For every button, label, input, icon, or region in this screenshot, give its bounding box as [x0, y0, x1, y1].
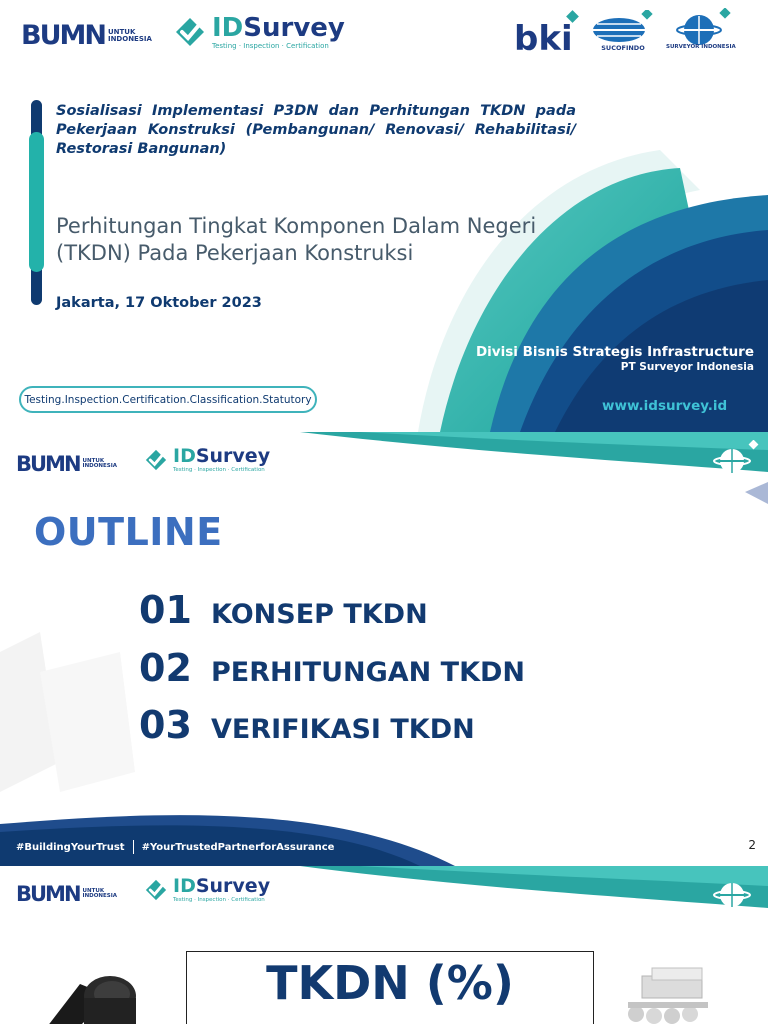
construction-materials-illustration [622, 966, 732, 1024]
hashtag-divider [133, 840, 134, 854]
idsurvey-text [212, 14, 345, 50]
idsurvey-logo [143, 446, 270, 473]
outline-item-label: VERIFIKASI TKDN [211, 714, 475, 745]
outline-item-label: KONSEP TKDN [211, 599, 428, 630]
bumn-wordmark: BUMN [21, 20, 105, 51]
bki-wordmark: bki [514, 19, 573, 54]
bumn-subtext [83, 459, 118, 470]
outline-item-number: 01 [139, 588, 192, 632]
bumn-sub-line2: INDONESIA [82, 893, 118, 899]
bki-logo [512, 10, 582, 54]
idsurvey-wordmark [212, 14, 345, 42]
idsurvey-wordmark [173, 876, 270, 897]
cover-date: Jakarta, 17 Oktober 2023 [56, 295, 262, 311]
idsurvey-text [173, 876, 270, 903]
outline-item [139, 703, 475, 747]
outline-item-number: 03 [139, 703, 192, 747]
surveyor-indonesia-caption: SURVEYOR INDONESIA [704, 908, 762, 913]
idsurvey-id-part: ID [212, 13, 244, 43]
bumn-sub-line2: INDONESIA [82, 463, 118, 469]
idsurvey-name-part: Survey [195, 445, 271, 467]
bumn-sub-line1: UNTUK [82, 887, 105, 894]
cover-accent-bar-teal [29, 132, 44, 272]
idsurvey-text [173, 446, 270, 473]
outline-item [139, 646, 525, 690]
sucofindo-logo [591, 10, 655, 52]
idsurvey-logo [172, 14, 345, 50]
idsurvey-name-part: Survey [243, 13, 345, 43]
surveyor-indonesia-globe-icon [706, 876, 760, 910]
tkdn-title: TKDN (%) [266, 956, 514, 1010]
steel-drum-illustration [40, 966, 160, 1024]
idsurvey-tagline: Testing · Inspection · Certification [173, 467, 265, 473]
outline-item-label: PERHITUNGAN TKDN [211, 657, 526, 688]
idsurvey-name-part: Survey [195, 875, 271, 897]
idsurvey-id-part: ID [173, 875, 196, 897]
idsurvey-tagline: Testing · Inspection · Certification [212, 42, 329, 50]
slide-outline [0, 432, 768, 866]
outline-item-number: 02 [139, 646, 192, 690]
bumn-sub-line1: UNTUK [107, 27, 136, 36]
idsurvey-logo [143, 876, 270, 903]
outline-item [139, 588, 428, 632]
sucofindo-globe-icon [591, 10, 655, 46]
bumn-sub-line2: INDONESIA [107, 34, 152, 43]
surveyor-indonesia-logo [666, 8, 736, 50]
bumn-subtext [108, 29, 152, 43]
page-number: 2 [748, 838, 756, 852]
services-pill: Testing.Inspection.Certification.Classification.Statutory [19, 386, 317, 413]
bki-emblem [512, 10, 582, 54]
sucofindo-caption: SUCOFINDO [601, 44, 645, 52]
cover-subtitle: Sosialisasi Implementasi P3DN dan Perhitungan TKDN pada Pekerjaan Konstruksi (Pembangunan/ Renovasi/ Rehabilitasi/ Restorasi Bangunan) [56, 103, 576, 157]
bumn-logo [21, 20, 152, 51]
surveyor-indonesia-logo [704, 876, 761, 913]
bumn-subtext [83, 889, 118, 900]
cover-division: Divisi Bisnis Strategis Infrastructure [475, 344, 754, 360]
slide-tkdn [0, 866, 768, 1024]
surveyor-indonesia-globe-icon [706, 440, 760, 474]
hashtag-building-your-trust: #BuildingYourTrust [16, 841, 125, 853]
surveyor-indonesia-caption: SURVEYOR INDONESIA [666, 44, 736, 50]
surveyor-indonesia-globe-icon [669, 8, 733, 46]
idsurvey-check-icon [172, 14, 208, 50]
cover-website-link[interactable]: www.idsurvey.id [602, 398, 728, 414]
bumn-wordmark: BUMN [16, 882, 80, 906]
surveyor-indonesia-caption: SURVEYOR INDONESIA [704, 472, 762, 477]
idsurvey-id-part: ID [173, 445, 196, 467]
bumn-sub-line1: UNTUK [82, 457, 105, 464]
bumn-logo [16, 452, 117, 476]
bumn-wordmark: BUMN [16, 452, 80, 476]
outline-heading: OUTLINE [34, 510, 223, 554]
bumn-logo [16, 882, 117, 906]
slide-cover [0, 0, 768, 432]
idsurvey-tagline: Testing · Inspection · Certification [173, 897, 265, 903]
cover-title: Perhitungan Tingkat Komponen Dalam Negeri (TKDN) Pada Pekerjaan Konstruksi [56, 214, 537, 265]
idsurvey-check-icon [143, 877, 169, 903]
idsurvey-check-icon [143, 447, 169, 473]
surveyor-indonesia-logo [704, 440, 761, 477]
cover-company: PT Surveyor Indonesia [620, 361, 754, 373]
idsurvey-wordmark [173, 446, 270, 467]
hashtag-footer [16, 840, 334, 854]
hashtag-trusted-partner: #YourTrustedPartnerforAssurance [141, 841, 335, 853]
